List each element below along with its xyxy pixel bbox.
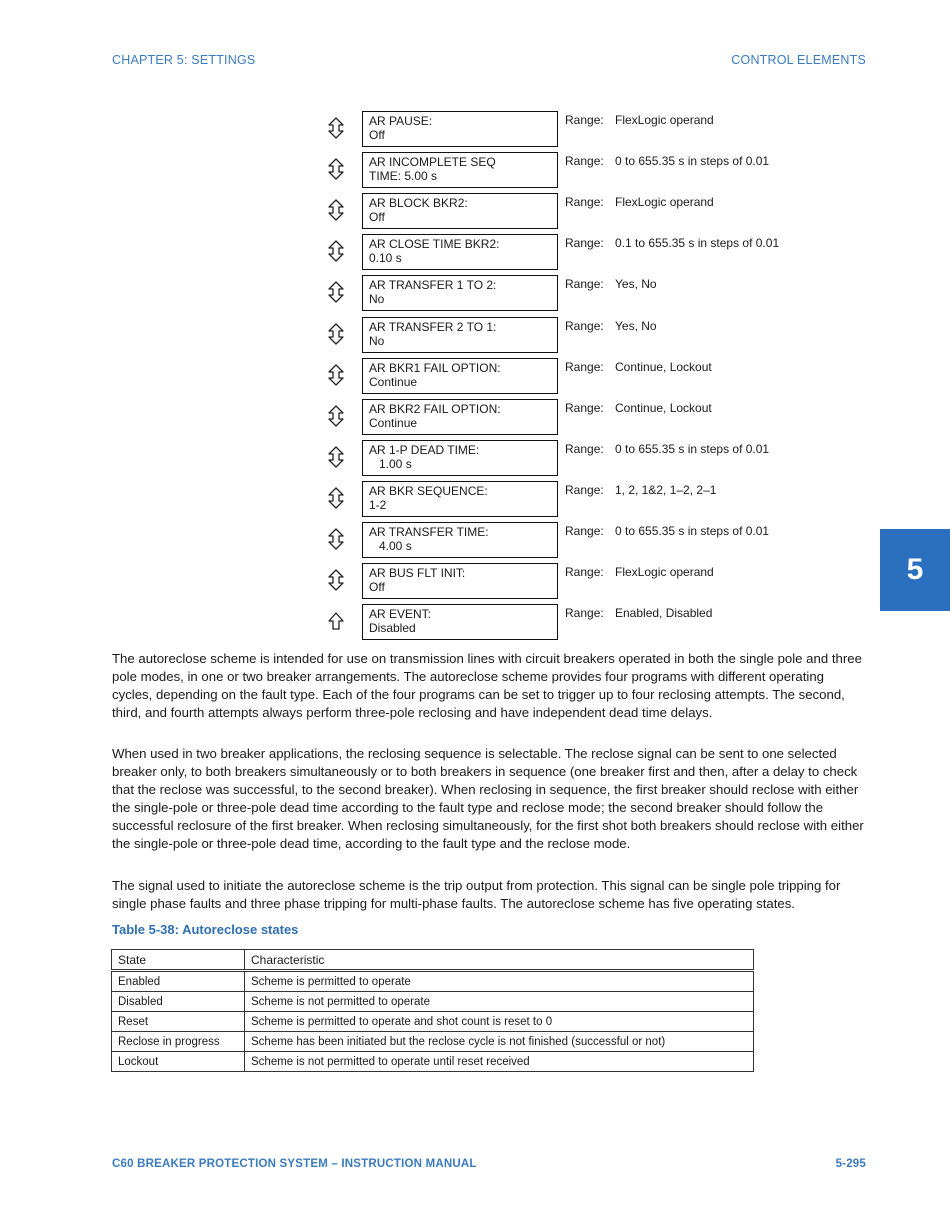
setting-value: Off — [369, 210, 385, 225]
setting-row — [0, 563, 950, 601]
up-down-arrow-icon — [326, 364, 346, 386]
section-header: CONTROL ELEMENTS — [731, 53, 866, 67]
setting-display-box — [362, 399, 558, 435]
setting-name: AR TRANSFER 2 TO 1: — [369, 319, 497, 334]
setting-row — [0, 358, 950, 396]
characteristic-cell: Scheme has been initiated but the reclose cycle is not finished (successful or not) — [245, 1032, 754, 1052]
setting-display-box — [362, 563, 558, 599]
characteristic-cell: Scheme is not permitted to operate — [245, 992, 754, 1012]
table-row — [112, 1032, 754, 1052]
up-down-arrow-icon — [326, 199, 346, 221]
range-label: Range: — [565, 113, 604, 127]
setting-value: TIME: 5.00 s — [369, 169, 438, 184]
setting-display-box — [362, 275, 558, 311]
characteristic-cell: Scheme is permitted to operate — [245, 971, 754, 992]
column-header-characteristic: Characteristic — [245, 950, 754, 971]
setting-display-box — [362, 234, 558, 270]
up-down-arrow-icon — [326, 158, 346, 180]
setting-name: AR BKR1 FAIL OPTION: — [369, 360, 501, 375]
up-down-arrow-icon — [326, 240, 346, 262]
range-label: Range: — [565, 359, 604, 374]
range-label: Range: — [565, 236, 604, 251]
range-value: 0 to 655.35 s in steps of 0.01 — [615, 524, 770, 538]
range-value: 0 to 655.35 s in steps of 0.01 — [615, 154, 770, 169]
range-value: Yes, No — [615, 277, 657, 292]
range-label: Range: — [565, 400, 604, 415]
state-cell: Reset — [112, 1012, 245, 1032]
range-label: Range: — [565, 441, 604, 456]
characteristic-cell: Scheme is permitted to operate and shot count is reset to 0 — [245, 1012, 754, 1032]
range-label: Range: — [565, 195, 604, 210]
table-caption: Table 5-38: Autoreclose states — [112, 922, 299, 937]
range-value: 0.1 to 655.35 s in steps of 0.01 — [615, 236, 780, 251]
setting-display-box — [362, 358, 558, 394]
setting-display-box — [362, 152, 558, 188]
state-cell: Lockout — [112, 1052, 245, 1072]
setting-name: AR EVENT: — [369, 607, 432, 622]
setting-name: AR PAUSE: — [369, 114, 433, 128]
setting-row — [0, 399, 950, 437]
table-row — [112, 992, 754, 1012]
setting-value: Off — [369, 580, 385, 595]
setting-name: AR BKR2 FAIL OPTION: — [369, 401, 501, 416]
body-paragraph: The signal used to initiate the autoreclose scheme is the trip output from protection. This signal can be single pole tripping for single phase faults and three phase tripping for multi-phase faults. The autoreclose scheme has five operating states. — [112, 878, 841, 911]
page-number: 5-295 — [835, 1158, 866, 1170]
footer-title: C60 BREAKER PROTECTION SYSTEM – INSTRUCTION MANUAL — [112, 1158, 477, 1170]
body-paragraph: The autoreclose scheme is intended for use on transmission lines with circuit breakers operated in both the single pole and three pole modes, in one or two breaker arrangements. The autoreclose scheme provides four programs with different operating cycles, depending on the fault type. Each of the four programs can be set to trigger up to four reclosing attempts. The second, third, and fourth attempts always perform three-pole reclosing and have independent dead time delays. — [112, 651, 862, 720]
setting-value: Continue — [369, 415, 418, 430]
setting-value: No — [369, 292, 385, 307]
setting-display-box — [362, 522, 558, 558]
setting-row — [0, 152, 950, 190]
range-label: Range: — [565, 524, 604, 538]
range-value: FlexLogic operand — [615, 565, 714, 580]
setting-value: 0.10 s — [369, 251, 402, 266]
chapter-tab: 5 — [880, 529, 950, 611]
setting-display-box — [362, 604, 558, 640]
up-down-arrow-icon — [326, 281, 346, 303]
column-header-state: State — [112, 950, 245, 971]
table-row — [112, 1012, 754, 1032]
table-header-row — [112, 950, 754, 971]
setting-row — [0, 193, 950, 231]
setting-value: Disabled — [369, 621, 416, 636]
range-value: 0 to 655.35 s in steps of 0.01 — [615, 441, 770, 456]
setting-name: AR BLOCK BKR2: — [369, 196, 468, 211]
setting-value: 1-2 — [369, 497, 387, 512]
setting-name: AR TRANSFER TIME: — [369, 525, 489, 539]
range-value: Yes, No — [615, 318, 657, 333]
autoreclose-states-table — [111, 949, 754, 1072]
setting-name: AR INCOMPLETE SEQ — [369, 155, 496, 170]
setting-name: AR 1-P DEAD TIME: — [369, 442, 480, 457]
setting-row — [0, 275, 950, 313]
state-cell: Disabled — [112, 992, 245, 1012]
range-value: Continue, Lockout — [615, 400, 712, 415]
state-cell: Enabled — [112, 971, 245, 992]
up-down-arrow-icon — [326, 528, 346, 550]
range-label: Range: — [565, 565, 604, 580]
setting-display-box — [362, 440, 558, 476]
up-down-arrow-icon — [326, 487, 346, 509]
up-arrow-icon — [326, 610, 346, 632]
setting-value: Continue — [369, 374, 418, 389]
up-down-arrow-icon — [326, 117, 346, 139]
setting-name: AR BKR SEQUENCE: — [369, 483, 488, 498]
state-cell: Reclose in progress — [112, 1032, 245, 1052]
up-down-arrow-icon — [326, 405, 346, 427]
setting-row — [0, 481, 950, 519]
characteristic-cell: Scheme is not permitted to operate until reset received — [245, 1052, 754, 1072]
setting-display-box — [362, 111, 558, 147]
setting-value: Off — [369, 128, 385, 142]
setting-value: No — [369, 333, 385, 348]
setting-row — [0, 604, 950, 642]
range-label: Range: — [565, 606, 604, 621]
chapter-header: CHAPTER 5: SETTINGS — [112, 53, 256, 67]
setting-name: AR BUS FLT INIT: — [369, 566, 466, 581]
range-label: Range: — [565, 318, 604, 333]
setting-row — [0, 522, 950, 560]
range-label: Range: — [565, 277, 604, 292]
table-row — [112, 1052, 754, 1072]
body-paragraph: When used in two breaker applications, the reclosing sequence is selectable. The reclose signal can be sent to one selected breaker only, to both breakers simultaneously or to both breakers in sequence (one breaker first and then, after a delay to check that the reclose was successful, to the second breaker). When reclosing in sequence, the first breaker should reclose with either the single-pole or three-pole dead time according to the fault type and reclose mode; the second breaker should follow the successful reclosure of the first breaker. When reclosing simultaneously, for the first shot both breakers should reclose with either the single-pole or three-pole dead time, according to the fault type and the reclose mode. — [112, 746, 864, 851]
range-value: Enabled, Disabled — [615, 606, 713, 621]
setting-display-box — [362, 193, 558, 229]
range-label: Range: — [565, 154, 604, 169]
up-down-arrow-icon — [326, 323, 346, 345]
range-value: FlexLogic operand — [615, 113, 714, 127]
setting-row — [0, 234, 950, 272]
setting-row — [0, 317, 950, 355]
range-value: Continue, Lockout — [615, 359, 712, 374]
setting-value: 1.00 s — [369, 456, 412, 471]
range-value: 1, 2, 1&2, 1–2, 2–1 — [615, 482, 717, 497]
range-value: FlexLogic operand — [615, 195, 714, 210]
setting-name: AR CLOSE TIME BKR2: — [369, 237, 500, 252]
up-down-arrow-icon — [326, 569, 346, 591]
setting-display-box — [362, 317, 558, 353]
range-label: Range: — [565, 482, 604, 497]
setting-value: 4.00 s — [369, 539, 412, 553]
setting-row — [0, 440, 950, 478]
table-row — [112, 971, 754, 992]
setting-name: AR TRANSFER 1 TO 2: — [369, 278, 497, 293]
up-down-arrow-icon — [326, 446, 346, 468]
setting-display-box — [362, 481, 558, 517]
setting-row — [0, 111, 950, 149]
